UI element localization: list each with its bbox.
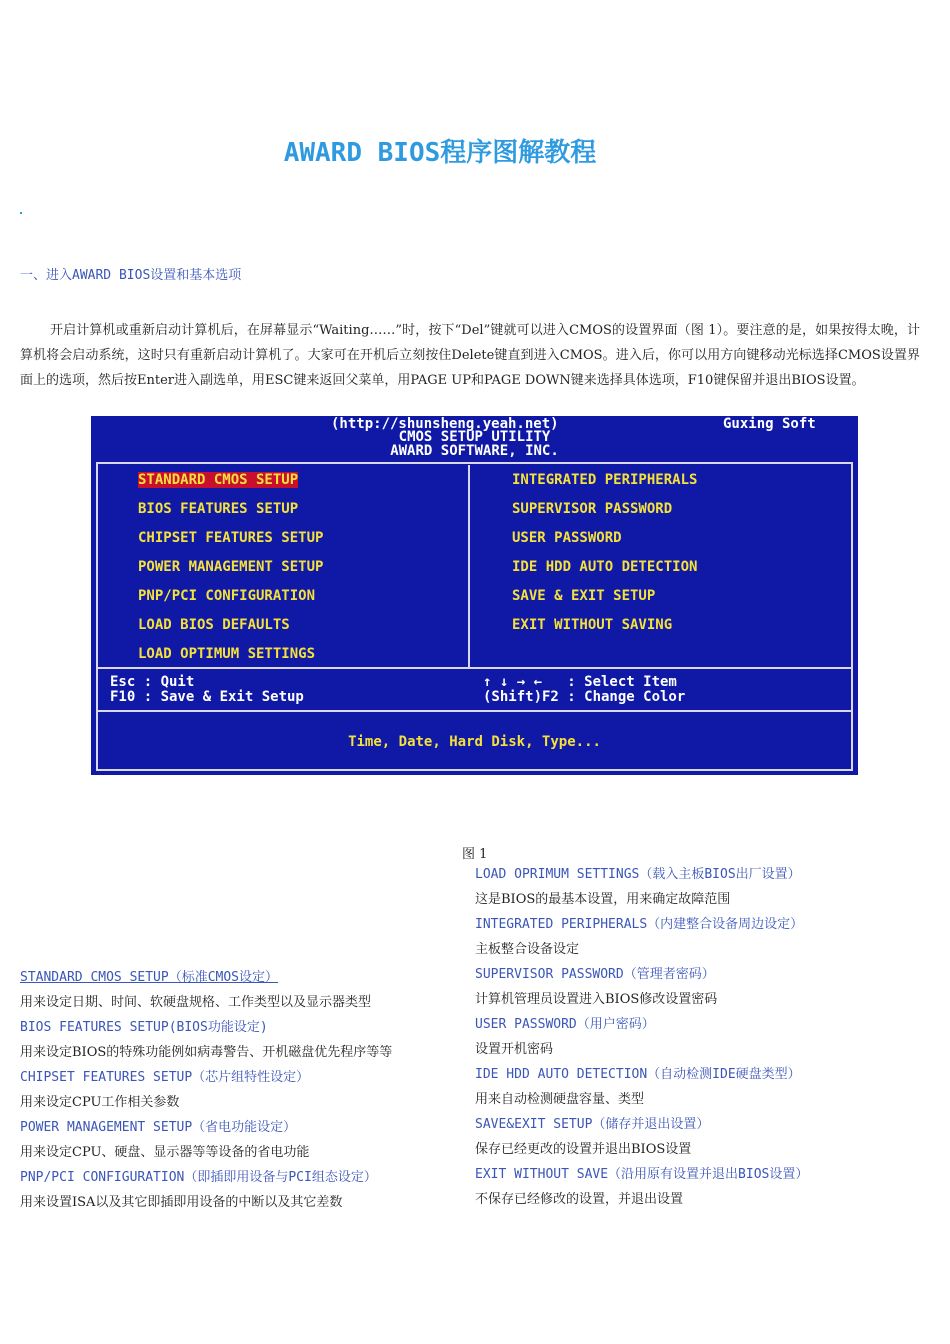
bios-vendor: AWARD SOFTWARE, INC. bbox=[390, 443, 559, 459]
bios-menu-bios-features[interactable]: BIOS FEATURES SETUP bbox=[138, 501, 299, 517]
option-description: 用来设定BIOS的特殊功能例如病毒警告、开机磁盘优先程序等等 bbox=[20, 1045, 393, 1060]
figure-caption: 图 1 bbox=[462, 847, 488, 862]
option-description: 不保存已经修改的设置，并退出设置 bbox=[475, 1192, 684, 1207]
bios-menu-exit-without-saving[interactable]: EXIT WITHOUT SAVING bbox=[512, 617, 673, 633]
option-link[interactable]: SUPERVISOR PASSWORD（管理者密码） bbox=[475, 967, 715, 982]
bios-key-f10: F10 : Save & Exit Setup bbox=[110, 689, 304, 705]
option-link[interactable]: BIOS FEATURES SETUP(BIOS功能设定) bbox=[20, 1020, 268, 1035]
bios-menu-integrated-peripherals[interactable]: INTEGRATED PERIPHERALS bbox=[512, 472, 698, 488]
option-description: 用来自动检测硬盘容量、类型 bbox=[475, 1092, 645, 1107]
option-link[interactable]: PNP/PCI CONFIGURATION（即插即用设备与PCI组态设定） bbox=[20, 1170, 377, 1185]
bios-company: Guxing Soft bbox=[723, 416, 816, 432]
option-link[interactable]: IDE HDD AUTO DETECTION（自动检测IDE硬盘类型） bbox=[475, 1067, 801, 1082]
option-description: 计算机管理员设置进入BIOS修改设置密码 bbox=[475, 992, 718, 1007]
bios-url: (http://shunsheng.yeah.net) bbox=[331, 416, 559, 432]
bios-menu-pnp-pci[interactable]: PNP/PCI CONFIGURATION bbox=[138, 588, 316, 604]
bios-utility-title: CMOS SETUP UTILITY bbox=[398, 429, 551, 445]
bios-screenshot bbox=[91, 416, 858, 775]
bios-menu-load-optimum[interactable]: LOAD OPTIMUM SETTINGS bbox=[138, 646, 316, 662]
option-description: 用来设定CPU工作相关参数 bbox=[20, 1095, 180, 1110]
bios-key-shift-f2: (Shift)F2 : Change Color bbox=[483, 689, 686, 705]
bios-menu-chipset-features[interactable]: CHIPSET FEATURES SETUP bbox=[138, 530, 324, 546]
bios-key-esc: Esc : Quit bbox=[110, 674, 195, 690]
bios-key-arrows: ↑ ↓ → ← : Select Item bbox=[483, 674, 677, 690]
option-description: 用来设置ISA以及其它即插即用设备的中断以及其它差数 bbox=[20, 1195, 343, 1210]
left-description-list bbox=[20, 965, 392, 1215]
bios-divider bbox=[98, 667, 851, 669]
bios-divider bbox=[468, 465, 470, 667]
bios-status-line: Time, Date, Hard Disk, Type... bbox=[348, 734, 601, 750]
option-link[interactable]: INTEGRATED PERIPHERALS（内建整合设备周边设定） bbox=[475, 917, 804, 932]
bios-menu-load-bios-defaults[interactable]: LOAD BIOS DEFAULTS bbox=[138, 617, 290, 633]
option-description: 用来设定日期、时间、软硬盘规格、工作类型以及显示器类型 bbox=[20, 995, 372, 1010]
option-link[interactable]: STANDARD CMOS SETUP（标准CMOS设定） bbox=[20, 970, 279, 985]
option-link[interactable]: SAVE&EXIT SETUP（储存并退出设置） bbox=[475, 1117, 710, 1132]
bios-menu-power-management[interactable]: POWER MANAGEMENT SETUP bbox=[138, 559, 324, 575]
option-link[interactable]: USER PASSWORD（用户密码） bbox=[475, 1017, 655, 1032]
intro-paragraph: 开启计算机或重新启动计算机后，在屏幕显示“Waiting……”时，按下“Del”键就可以进入CMOS的设置界面（图 1）。要注意的是，如果按得太晚，计算机将会启动系统，这时只有重新启动计算机了。大家可在开机后立刻按住Delete键直到进入CMOS。进入后，你可以用方向键移动光标选择CMOS设置界面上的选项，然后按Enter进入副选单，用ESC键来返回父菜单，用PAGE UP和PAGE DOWN键来选择具体选项，F10键保留并退出BIOS设置。 bbox=[20, 323, 920, 388]
bios-menu-supervisor-password[interactable]: SUPERVISOR PASSWORD bbox=[512, 501, 673, 517]
option-link[interactable]: POWER MANAGEMENT SETUP（省电功能设定） bbox=[20, 1120, 297, 1135]
bios-menu-ide-hdd-detection[interactable]: IDE HDD AUTO DETECTION bbox=[512, 559, 698, 575]
right-description-list bbox=[475, 862, 808, 1212]
option-description: 用来设定CPU、硬盘、显示器等等设备的省电功能 bbox=[20, 1145, 310, 1160]
option-link[interactable]: LOAD OPRIMUM SETTINGS（载入主板BIOS出厂设置） bbox=[475, 867, 801, 882]
option-link[interactable]: CHIPSET FEATURES SETUP（芯片组特性设定） bbox=[20, 1070, 310, 1085]
bios-menu-user-password[interactable]: USER PASSWORD bbox=[512, 530, 622, 546]
section-heading: 一、进入AWARD BIOS设置和基本选项 bbox=[20, 268, 242, 283]
option-description: 设置开机密码 bbox=[475, 1042, 554, 1057]
option-link[interactable]: EXIT WITHOUT SAVE（沿用原有设置并退出BIOS设置） bbox=[475, 1167, 809, 1182]
option-description: 主板整合设备设定 bbox=[475, 942, 580, 957]
bios-divider bbox=[98, 710, 851, 712]
page-title: AWARD BIOS程序图解教程 bbox=[283, 138, 597, 168]
option-description: 这是BIOS的最基本设置，用来确定故障范围 bbox=[475, 892, 731, 907]
option-description: 保存已经更改的设置并退出BIOS设置 bbox=[475, 1142, 692, 1157]
bios-menu-save-exit[interactable]: SAVE & EXIT SETUP bbox=[512, 588, 656, 604]
bios-menu-standard-cmos[interactable]: STANDARD CMOS SETUP bbox=[138, 472, 299, 488]
bullet-dot bbox=[20, 212, 22, 214]
